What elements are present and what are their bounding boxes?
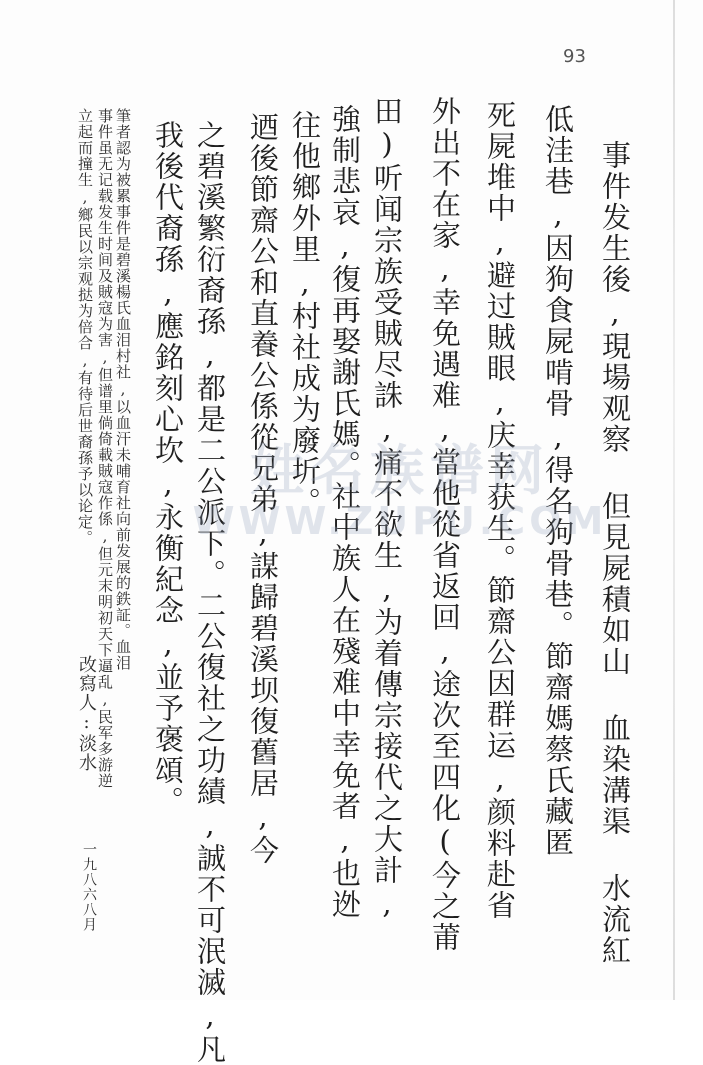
watermark-logo: 姓名族谱网 WWW.ZUPU.COM: [192, 438, 608, 543]
text-column-2: 低洼巷,因狗食屍啃骨,得名狗骨巷。節齋媽蔡氏藏匿: [541, 104, 575, 858]
note-column-3: 立起而撞生,鄉民以宗观挞为倍合,有待后世裔孫予以论定。: [76, 108, 94, 546]
text-column-9: 之碧溪繁衍裔孫,都是二公派下。二公復社之功績,誠不可泯滅,凡: [193, 120, 227, 1065]
author-signature: 改寫人:淡水: [76, 655, 97, 772]
text-column-8: 迺後節齋公和直養公係從兄弟,謀歸碧溪坝復舊居,今: [246, 112, 280, 866]
text-column-6: 強制悲哀,復再娶謝氏媽。社中族人在殘难中幸免者,也迯: [328, 104, 362, 920]
note-column-2: 事件虽无记载发生时间及賊寇为害,但谱里倘倚載賊寇作係,但元末明初天下逼乱,民军多游逆: [96, 108, 114, 789]
date-line: 一九八六八月: [81, 842, 97, 932]
scan-edge-line: [673, 0, 675, 1000]
text-column-10: 我後代裔孫,應銘刻心坎,永衡紀念,並予褒頌。: [151, 120, 185, 817]
text-column-5: 田)听闻宗族受賊尽誅,痛不欲生,为着傳宗接代之大計,: [370, 96, 404, 922]
text-column-1: 事件发生後,現場观察 但見屍積如山 血染溝渠 水流紅: [598, 140, 632, 966]
text-column-3: 死屍堆中,避过賊眼,庆幸获生。節齋公因群运,颜料赴省: [483, 100, 517, 921]
text-column-4: 外出不在家,幸免遇难,當他從省返回,途次至四化(今之莆: [428, 96, 462, 953]
note-column-1: 筆者認为被累事件是碧溪楊氏血泪村社,以血汗未哺育社向前发展的鉄証。血泪: [114, 108, 132, 671]
text-column-7: 往他鄉外里,村社成为廢圻。: [288, 110, 322, 518]
page-number: 93: [563, 46, 586, 67]
